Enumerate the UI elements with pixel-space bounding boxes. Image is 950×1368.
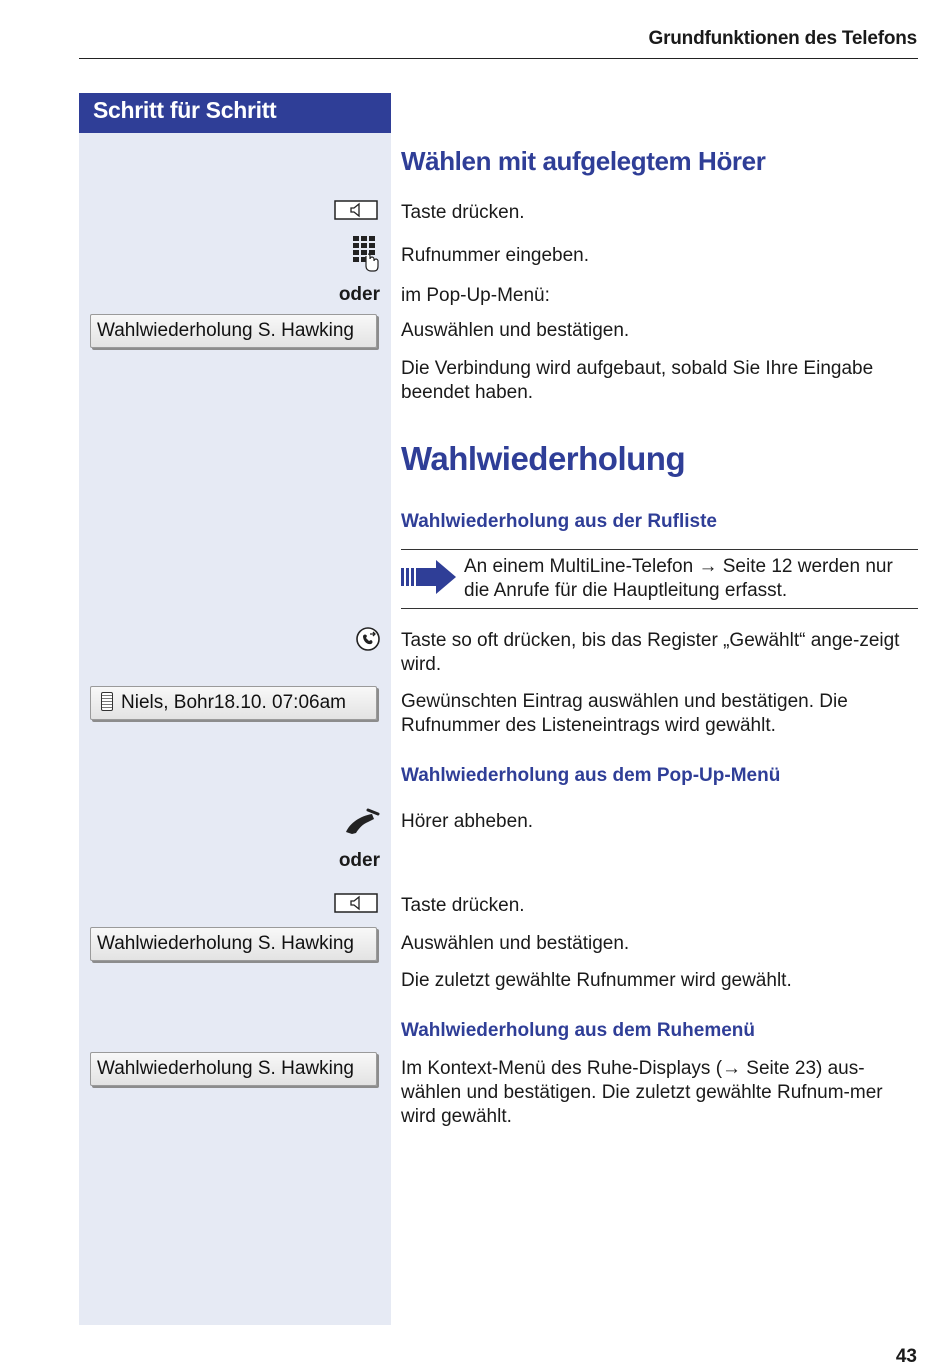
running-head: Grundfunktionen des Telefons (648, 28, 917, 49)
step-press-key: Taste drücken. (401, 202, 525, 223)
step-enter-number: Rufnummer eingeben. (401, 245, 589, 266)
speaker-key-icon-2 (334, 893, 378, 913)
page-number: 43 (895, 1346, 917, 1367)
step-select-entry: Gewünschten Eintrag auswählen und bestätigen. Die Rufnummer des Listeneintrags wird gewählt. (401, 691, 848, 736)
info-rule-top (401, 549, 918, 550)
step-press-until-dialed: Taste so oft drücken, bis das Register „Gewählt“ ange-zeigt wird. (401, 630, 900, 675)
header-divider (79, 58, 918, 59)
handset-lift-icon (344, 808, 382, 836)
redial-button[interactable]: Wahlwiederholung S. Hawking (90, 314, 377, 348)
redial-button-3[interactable]: Wahlwiederholung S. Hawking (90, 1052, 377, 1086)
subheading-popup-menu: Wahlwiederholung aus dem Pop-Up-Menü (401, 765, 781, 786)
keypad-icon (353, 236, 379, 272)
page-ref-arrow: → (698, 556, 718, 577)
call-list-key-icon (355, 626, 381, 652)
step-context-menu: Im Kontext-Menü des Ruhe-Displays (→ Seite 23) aus-wählen und bestätigen. Die zuletzt gewählte Rufnum-mer wird gewählt. (401, 1058, 883, 1127)
step-select-confirm: Auswählen und bestätigen. (401, 320, 630, 341)
call-list-entry-label: Niels, Bohr18.10. 07:06am (121, 692, 346, 713)
subheading-call-list: Wahlwiederholung aus der Rufliste (401, 511, 717, 532)
info-rule-bottom (401, 608, 918, 609)
note-last-number: Die zuletzt gewählte Rufnummer wird gewählt. (401, 970, 792, 991)
section-heading-redial: Wahlwiederholung (401, 440, 686, 477)
speaker-key-icon (334, 200, 378, 220)
step-lift-handset: Hörer abheben. (401, 811, 534, 832)
info-text-part1: An einem MultiLine-Telefon (464, 556, 699, 577)
or-label: oder (338, 284, 380, 305)
or-label-2: oder (338, 850, 380, 871)
step-select-confirm-2: Auswählen und bestätigen. (401, 933, 630, 954)
section-heading-dial-onhook: Wählen mit aufgelegtem Hörer (401, 146, 766, 176)
note-connection: Die Verbindung wird aufgebaut, sobald Sie Ihre Eingabe beendet haben. (401, 358, 874, 403)
step-popup-menu: im Pop-Up-Menü: (401, 285, 550, 306)
list-entry-icon (101, 692, 113, 711)
redial-button-2[interactable]: Wahlwiederholung S. Hawking (90, 927, 377, 961)
info-text-part2: Seite 12 werden nur die Anrufe für die Hauptleitung erfasst. (464, 556, 893, 601)
call-list-entry-button[interactable] (90, 686, 377, 720)
info-multiline (464, 555, 918, 603)
step-press-key-2: Taste drücken. (401, 895, 525, 916)
subheading-idle-menu: Wahlwiederholung aus dem Ruhemenü (401, 1020, 755, 1041)
sidebar-title: Schritt für Schritt (79, 93, 391, 133)
note-arrow-icon (401, 559, 457, 595)
